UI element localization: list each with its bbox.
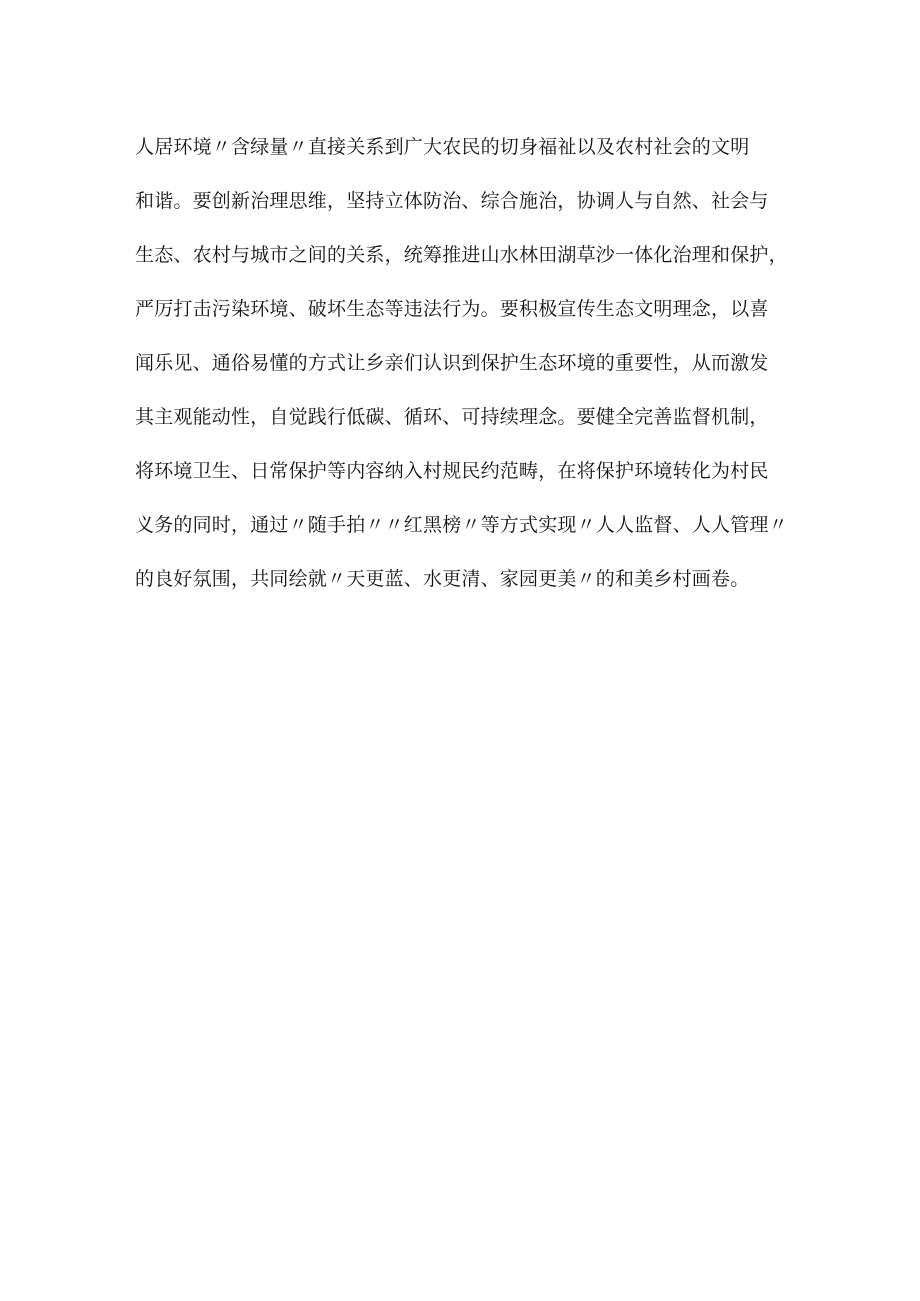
text-line: 义务的同时，通过〃随手拍〃〃红黑榜〃等方式实现〃人人监督、人人管理〃 [135, 514, 788, 536]
text-line: 生态、农村与城市之间的关系，统筹推进山水林田湖草沙一体化治理和保护， [135, 244, 788, 266]
text-line: 人居环境〃含绿量〃直接关系到广大农民的切身福祉以及农村社会的文明 [135, 136, 750, 158]
text-line: 将环境卫生、日常保护等内容纳入村规民约范畴，在将保护环境转化为村民 [135, 460, 769, 482]
body-paragraph [135, 127, 800, 613]
text-line: 严厉打击污染环境、破坏生态等违法行为。要积极宣传生态文明理念，以喜 [135, 298, 769, 320]
text-line: 和谐。要创新治理思维，坚持立体防治、综合施治，协调人与自然、社会与 [135, 190, 769, 212]
text-line: 的良好氛围，共同绘就〃天更蓝、水更清、家园更美〃的和美乡村画卷。 [135, 568, 750, 590]
text-line: 闻乐见、通俗易懂的方式让乡亲们认识到保护生态环境的重要性，从而激发 [135, 352, 769, 374]
text-line: 其主观能动性，自觉践行低碳、循环、可持续理念。要健全完善监督机制， [135, 406, 769, 428]
